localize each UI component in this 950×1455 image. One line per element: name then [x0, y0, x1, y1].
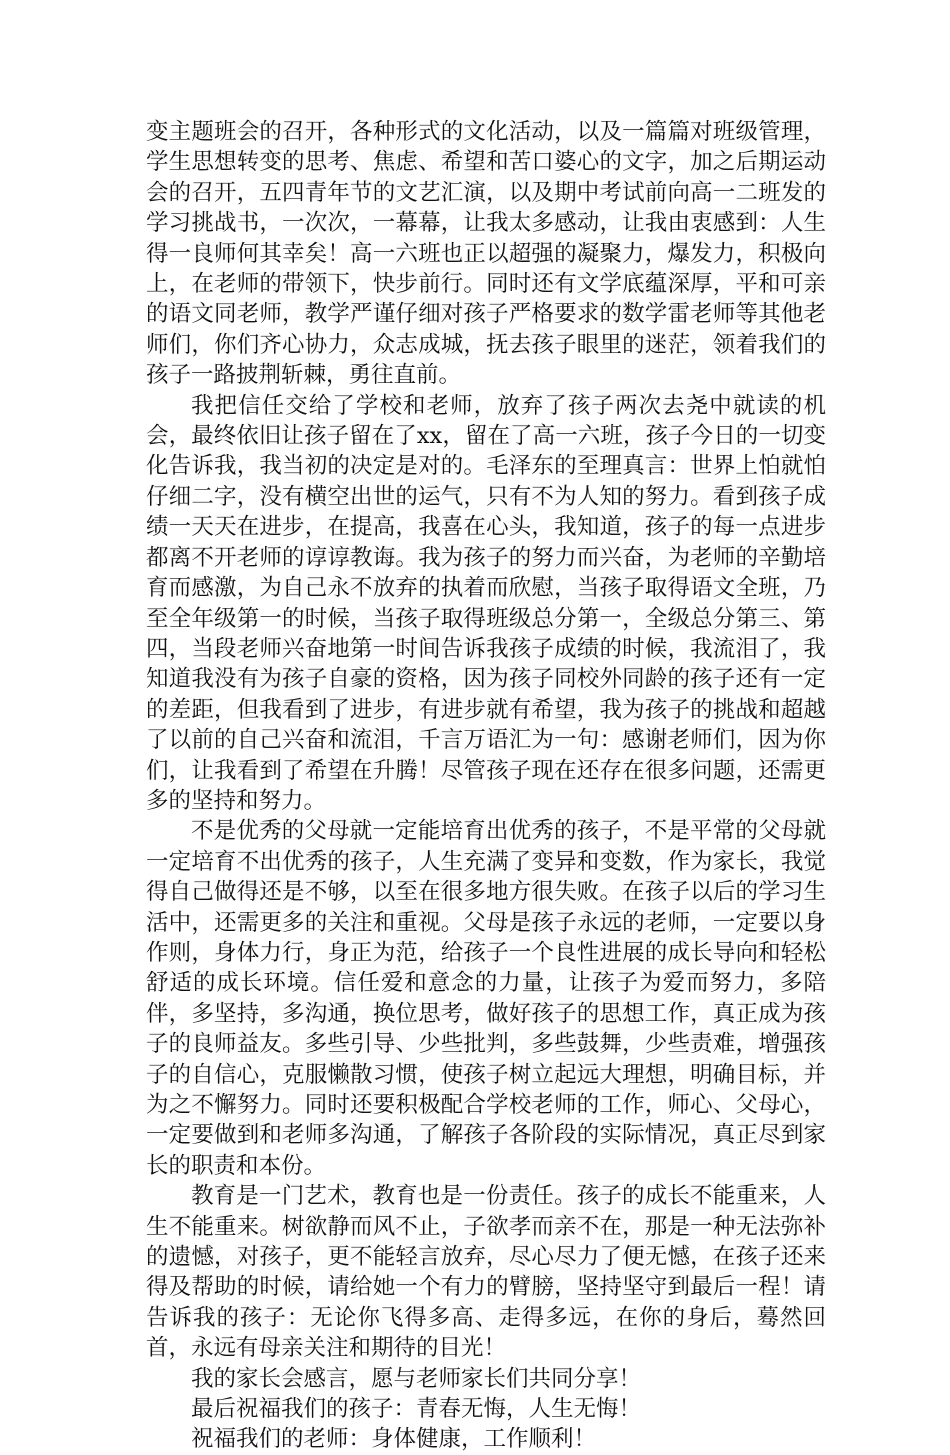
closing-line-share: 我的家长会感言，愿与老师家长们共同分享！ [191, 1365, 642, 1392]
paragraph-3: 不是优秀的父母就一定能培育出优秀的孩子，不是平常的父母就一定培育不出优秀的孩子，人生充满了变异和变数，作为家长，我觉得自己做得还是不够，以至在很多地方很失败。在孩子以后的学习生活中，还需更多的关注和重视。父母是孩子永远的老师，一定要以身作则，身体力行，身正为范，给孩子一个良性进展的成长导向和轻松舒适的成长环境。信任爱和意念的力量，让孩子为爱而努力，多陪伴，多坚持，多沟通，换位思考，做好孩子的思想工作，真正成为孩子的良师益友。多些引导、少些批判，多些鼓舞，少些责难，增强孩子的自信心，克服懒散习惯，使孩子树立起远大理想，明确目标，并为之不懈努力。同时还要积极配合学校老师的工作，师心、父母心，一定要做到和老师多沟通，了解孩子各阶段的实际情况，真正尽到家长的职责和本份。 [146, 818, 826, 1179]
closing-line-children-blessing: 最后祝福我们的孩子：青春无悔，人生无悔！ [191, 1396, 642, 1423]
paragraph-1: 变主题班会的召开，各种形式的文化活动，以及一篇篇对班级管理，学生思想转变的思考、焦虑、希望和苦口婆心的文字，加之后期运动会的召开，五四青年节的文艺汇演，以及期中考试前向高一二班发的学习挑战书，一次次，一幕幕，让我太多感动，让我由衷感到：人生得一良师何其幸矣！高一六班也正以超强的凝聚力，爆发力，积极向上，在老师的带领下，快步前行。同时还有文学底蕴深厚，平和可亲的语文同老师，教学严谨仔细对孩子严格要求的数学雷老师等其他老师们，你们齐心协力，众志成城，抚去孩子眼里的迷茫，领着我们的孩子一路披荆斩棘，勇往直前。 [146, 119, 826, 389]
paragraph-4: 教育是一门艺术，教育也是一份责任。孩子的成长不能重来，人生不能重来。树欲静而风不止，子欲孝而亲不在，那是一种无法弥补的遗憾，对孩子，更不能轻言放弃，尽心尽力了便无憾，在孩子还来得及帮助的时候，请给她一个有力的臂膀，坚持坚守到最后一程！请告诉我的孩子：无论你飞得多高、走得多远，在你的身后，蓦然回首，永远有母亲关注和期待的目光！ [146, 1183, 826, 1362]
paragraph-2: 我把信任交给了学校和老师，放弃了孩子两次去尧中就读的机会，最终依旧让孩子留在了xx，留在了高一六班，孩子今日的一切变化告诉我，我当初的决定是对的。毛泽东的至理真言：世界上怕就怕仔细二字，没有横空出世的运气，只有不为人知的努力。看到孩子成绩一天天在进步，在提高，我喜在心头，我知道，孩子的每一点进步都离不开老师的谆谆教诲。我为孩子的努力而兴奋，为老师的辛勤培育而感激，为自己永不放弃的执着而欣慰，当孩子取得语文全班，乃至全年级第一的时候，当孩子取得班级总分第一，全级总分第三、第四，当段老师兴奋地第一时间告诉我孩子成绩的时候，我流泪了，我知道我没有为孩子自豪的资格，因为孩子同校外同龄的孩子还有一定的差距，但我看到了进步，有进步就有希望，我为孩子的挑战和超越了以前的自己兴奋和流泪，千言万语汇为一句：感谢老师们，因为你们，让我看到了希望在升腾！尽管孩子现在还存在很多问题，还需更多的坚持和努力。 [146, 392, 826, 814]
closing-line-teachers-blessing: 祝福我们的老师：身体健康，工作顺利！ [191, 1426, 597, 1453]
document-body [146, 117, 826, 1455]
